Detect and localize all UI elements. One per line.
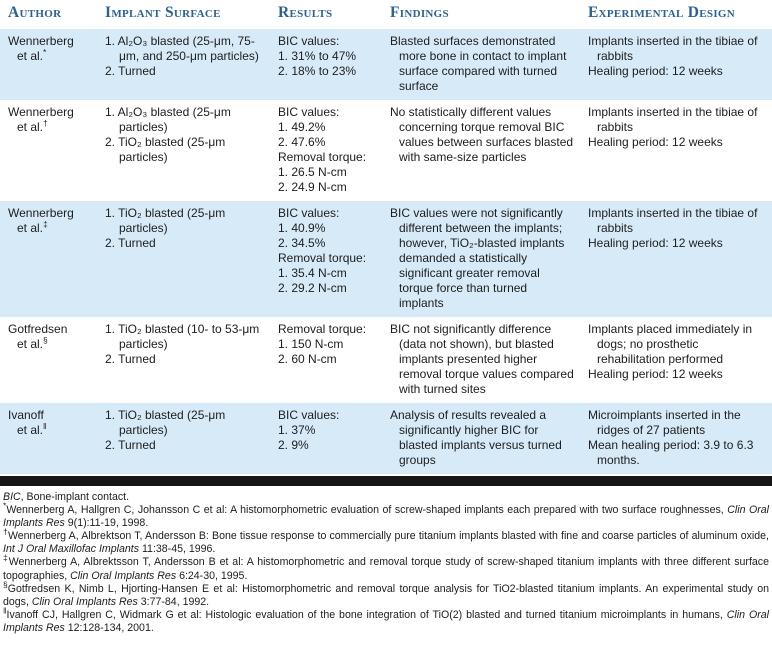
findings-text: Analysis of results revealed a significantly higher BIC for blasted implants versus turned groups (390, 408, 562, 467)
results-line: 2. 9% (278, 438, 309, 452)
results-line: 1. 40.9% (278, 221, 326, 235)
footnote-text: Ivanoff CJ, Hallgren C, Widmark G et al: Histologic evaluation of the bone integration of TiO(2) blasted and turned titanium microimplants in humans, (6, 608, 727, 621)
footnote-citation (3, 552, 769, 582)
footnote-volume-pages: 12:128-134, 2001. (64, 621, 154, 634)
surface-item: 1. TiO₂ blasted (25-μm particles) (105, 206, 226, 235)
results-cell (270, 403, 382, 474)
design-cell (580, 201, 772, 317)
abbreviation-note (3, 491, 769, 504)
table-row-wennerberg-1 (0, 29, 772, 100)
results-line: 1. 26.5 N-cm (278, 165, 347, 179)
surface-item: 2. Turned (105, 64, 156, 78)
design-item: Implants inserted in the tibiae of rabbits (588, 34, 758, 63)
author-name: Wennerberg (8, 105, 74, 119)
col-header-results: Results (270, 0, 382, 29)
col-header-author: Author (0, 0, 97, 29)
footnote-text: Gotfredsen K, Nimb L, Hjorting-Hansen E et al: Histomorphometric and removal torque analysis for TiO2-blasted titanium implants. An experimental study on dogs, (3, 582, 769, 608)
results-cell (270, 29, 382, 100)
footnote-symbol: § (3, 579, 8, 590)
footnote-citation (3, 500, 769, 530)
design-item: Implants inserted in the tibiae of rabbits (588, 206, 758, 235)
findings-cell (382, 100, 580, 201)
author-name: Wennerberg (8, 206, 74, 220)
results-line: 2. 18% to 23% (278, 64, 357, 78)
etal-text: et al. (17, 120, 44, 134)
results-cell (270, 100, 382, 201)
author-name: Gotfredsen (8, 322, 68, 336)
design-item: Healing period: 12 weeks (588, 64, 723, 78)
author-cell (0, 403, 97, 474)
results-line: BIC values: (278, 206, 340, 220)
results-cell (270, 201, 382, 317)
footnotes-section (0, 486, 772, 635)
results-line: 1. 31% to 47% (278, 49, 357, 63)
author-etal (8, 120, 91, 135)
table-row-ivanoff (0, 403, 772, 474)
findings-text: No statistically different values concerning torque removal BIC values between surfaces blasted with same-size particles (390, 105, 574, 164)
footnote-ref-symbol: * (43, 47, 47, 57)
surface-item: 1. TiO₂ blasted (25-μm particles) (105, 408, 226, 437)
journal-name: Clin Oral Implants Res (31, 595, 138, 608)
results-line: 2. 34.5% (278, 236, 326, 250)
footnote-citation (3, 526, 769, 556)
footnote-citation (3, 605, 769, 635)
table-row-gotfredsen (0, 317, 772, 403)
table-row-wennerberg-3 (0, 201, 772, 317)
surface-cell (97, 317, 270, 403)
surface-cell (97, 201, 270, 317)
table-row-wennerberg-2 (0, 100, 772, 201)
etal-text: et al. (17, 337, 44, 351)
design-item: Implants inserted in the tibiae of rabbits (588, 105, 758, 134)
results-line: BIC values: (278, 34, 340, 48)
design-cell (580, 29, 772, 100)
author-etal (8, 423, 91, 438)
col-header-implant-surface: Implant Surface (97, 0, 270, 29)
footnote-symbol: ‡ (3, 552, 9, 563)
results-line: 1. 37% (278, 423, 316, 437)
footnote-symbol: ‖ (3, 605, 7, 616)
author-cell (0, 29, 97, 100)
author-etal (8, 49, 91, 64)
design-cell (580, 100, 772, 201)
results-line: 2. 47.6% (278, 135, 326, 149)
results-line: 1. 150 N-cm (278, 337, 344, 351)
design-item: Microimplants inserted in the ridges of 27 patients (588, 408, 741, 437)
abbreviation-term: BIC (3, 491, 21, 503)
author-etal (8, 221, 91, 236)
footnote-ref-symbol: ‖ (43, 421, 47, 431)
table-header (0, 0, 772, 29)
results-line: 1. 35.4 N-cm (278, 266, 347, 280)
author-cell (0, 201, 97, 317)
author-etal (8, 337, 91, 352)
author-name: Wennerberg (8, 34, 74, 48)
footnote-volume-pages: 6:24-30, 1995. (176, 569, 248, 582)
surface-item: 2. Turned (105, 438, 156, 452)
design-item: Healing period: 12 weeks (588, 135, 723, 149)
footnote-volume-pages: 3:77-84, 1992. (137, 595, 210, 608)
journal-name: Clin Oral Implants Res (70, 569, 177, 582)
results-line: Removal torque: (278, 322, 367, 336)
design-cell (580, 317, 772, 403)
results-line: Removal torque: (278, 150, 367, 164)
results-line: BIC values: (278, 408, 340, 422)
footnote-text: Wennerberg A, Albrektson T, Andersson B: Bone tissue response to commercially pure titanium implants blasted with fine and coarse particles of aluminum oxide, (7, 530, 769, 543)
surface-item: 1. Al₂O₃ blasted (25-μm, 75-μm, and 250-μm particles) (105, 34, 259, 63)
table-bottom-rule (0, 476, 772, 486)
footnote-volume-pages: 11:38-45, 1996. (139, 543, 216, 556)
author-cell (0, 317, 97, 403)
journal-name: Clin Oral Implants Res (3, 608, 769, 634)
results-line: 2. 60 N-cm (278, 352, 337, 366)
surface-cell (97, 403, 270, 474)
abbreviation-definition: , Bone-implant contact. (20, 491, 130, 503)
col-header-findings: Findings (382, 0, 580, 29)
footnote-volume-pages: 9(1):11-19, 1998. (64, 517, 149, 530)
surface-item: 2. TiO₂ blasted (25-μm particles) (105, 135, 226, 164)
results-cell (270, 317, 382, 403)
etal-text: et al. (17, 221, 44, 235)
footnote-symbol: † (3, 526, 8, 537)
footnote-citation (3, 579, 769, 609)
results-line: 2. 29.2 N-cm (278, 281, 347, 295)
results-line: Removal torque: (278, 251, 367, 265)
journal-name: Int J Oral Maxillofac Implants (3, 543, 139, 556)
etal-text: et al. (17, 423, 44, 437)
author-name: Ivanoff (8, 408, 44, 422)
surface-item: 1. Al₂O₃ blasted (25-μm particles) (105, 105, 231, 134)
etal-text: et al. (17, 49, 44, 63)
design-cell (580, 403, 772, 474)
header-row (0, 0, 772, 29)
surface-cell (97, 29, 270, 100)
findings-cell (382, 29, 580, 100)
findings-text: BIC not significantly difference (data not shown), but blasted implants presented higher removal torque values compared with turned sites (390, 322, 574, 396)
design-item: Healing period: 12 weeks (588, 367, 723, 381)
design-item: Healing period: 12 weeks (588, 236, 723, 250)
findings-cell (382, 317, 580, 403)
results-line: 1. 49.2% (278, 120, 326, 134)
surface-item: 1. TiO₂ blasted (10- to 53-μm particles) (105, 322, 260, 351)
design-item: Implants placed immediately in dogs; no prosthetic rehabilitation performed (588, 322, 753, 366)
footnote-text: Wennerberg A, Hallgren C, Johansson C et al: A histomorphometric evaluation of screw-shaped implants each prepared with two surface roughnesses, (6, 504, 728, 517)
footnote-ref-symbol: ‡ (43, 219, 48, 229)
design-item: Mean healing period: 3.9 to 6.3 months. (588, 438, 754, 467)
author-cell (0, 100, 97, 201)
surface-cell (97, 100, 270, 201)
results-line: 2. 24.9 N-cm (278, 180, 347, 194)
findings-cell (382, 201, 580, 317)
surface-item: 2. Turned (105, 352, 156, 366)
journal-name: Clin Oral Implants Res (3, 504, 769, 530)
results-line: BIC values: (278, 105, 340, 119)
findings-text: Blasted surfaces demonstrated more bone in contact to implant surface compared with turned surface (390, 34, 567, 93)
findings-cell (382, 403, 580, 474)
footnote-ref-symbol: † (43, 118, 48, 128)
footnote-ref-symbol: § (43, 335, 48, 345)
col-header-experimental-design: Experimental Design (580, 0, 772, 29)
footnote-text: Wennerberg A, Albrektsson T, Andersson B et al: A histomorphometric and removal torque study of screw-shaped titanium implants with three different surface topographies, (3, 556, 769, 582)
footnote-symbol: * (3, 500, 7, 511)
surface-item: 2. Turned (105, 236, 156, 250)
findings-text: BIC values were not significantly different between the implants; however, TiO₂-blasted implants demanded a statistically significant greater removal torque force than turned implants (390, 206, 565, 310)
